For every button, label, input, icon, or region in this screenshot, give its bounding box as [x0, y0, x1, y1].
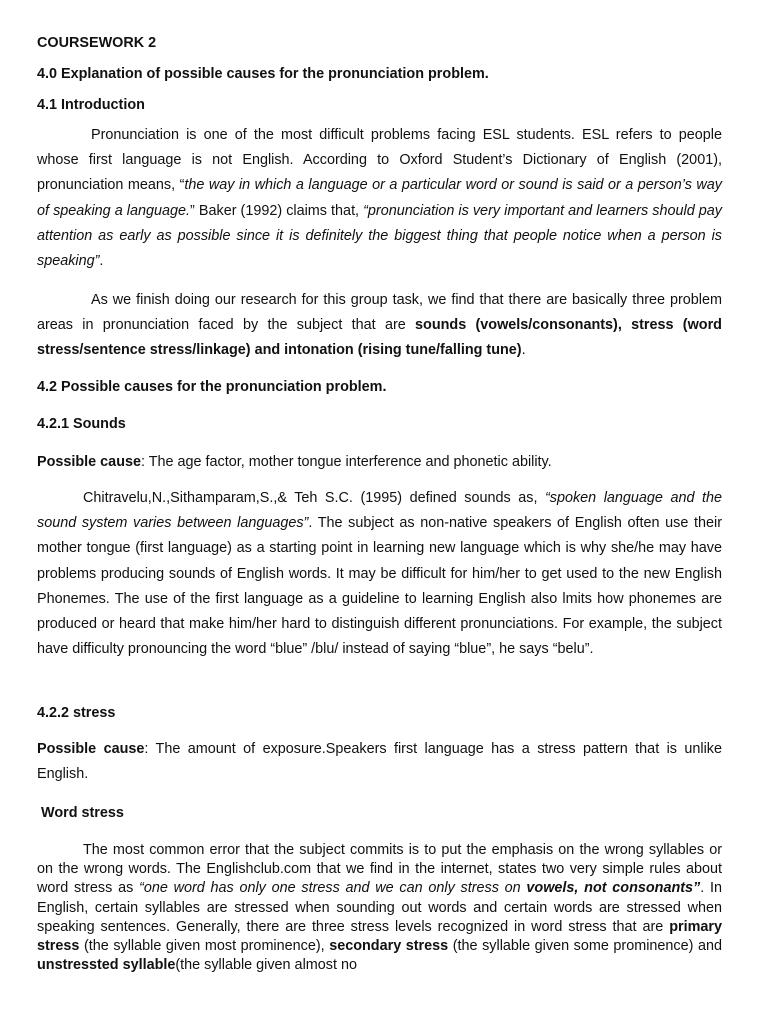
word-stress-p-segment: “one word has only one stress and we can only stress on — [139, 880, 527, 897]
intro-p1-segment: ” Baker (1992) claims that, — [190, 202, 364, 219]
sounds-paragraph — [37, 486, 722, 662]
intro-paragraph-1 — [37, 123, 722, 274]
sounds-p-segment: Chitravelu,N.,Sithamparam,S.,& Teh S.C. (1995) defined sounds as, — [83, 490, 545, 506]
word-stress-p-segment: secondary stress — [329, 938, 449, 955]
heading-word-stress: Word stress — [41, 805, 124, 821]
word-stress-p-segment: primary stress — [37, 918, 722, 955]
heading-4-1: 4.1 Introduction — [37, 97, 145, 113]
word-stress-p-segment: unstressted syllable — [37, 957, 176, 974]
intro-p2-segment: As we finish doing our research for this group task, we find that there are basically three problem areas in pronunciation faced by the subject that are — [37, 292, 722, 334]
intro-p2-segment: . — [521, 342, 526, 359]
sounds-possible-cause — [37, 452, 722, 472]
heading-4-0: 4.0 Explanation of possible causes for the pronunciation problem. — [37, 66, 489, 82]
word-stress-p-segment: (the syllable given some prominence) and — [448, 938, 722, 955]
word-stress-p-segment: vowels, not consonants” — [526, 880, 701, 897]
stress-cause-label: Possible cause — [37, 741, 145, 757]
intro-p1-segment: “pronunciation is very important and learners should pay attention as early as possible since it is definitely the biggest thing that people notice when a person is speaking” — [37, 202, 722, 270]
intro-p2-segment: sounds (vowels/consonants), stress (word stress/sentence stress/linkage) and intonation (rising tune/falling tune) — [37, 317, 722, 359]
sounds-cause-label: Possible cause — [37, 454, 141, 470]
word-stress-p-segment: The most common error that the subject commits is to put the emphasis on the wrong syllables or on the wrong words. The Englishclub.com that we find in the internet, states two very simple rules about word stress as — [37, 842, 722, 897]
stress-cause-text: : The amount of exposure.Speakers first language has a stress pattern that is unlike English. — [37, 741, 722, 783]
heading-4-2-1: 4.2.1 Sounds — [37, 416, 126, 432]
intro-paragraph-2 — [37, 288, 722, 364]
intro-p1-segment: the way in which a language or a particular word or sound is said or a person’s way of speaking a language. — [37, 177, 722, 219]
word-stress-p-segment: (the syllable given almost no — [175, 957, 357, 974]
word-stress-p-segment: (the syllable given most prominence), — [79, 938, 330, 955]
sounds-p-segment: “spoken language and the sound system varies between languages” — [37, 490, 722, 532]
heading-4-2-2: 4.2.2 stress — [37, 705, 116, 721]
sounds-cause-text: : The age factor, mother tongue interference and phonetic ability. — [141, 454, 552, 470]
intro-p1-segment: Pronunciation is one of the most difficult problems facing ESL students. ESL refers to people whose first language is not English. According to Oxford Student’s Dictionary of English (2001), pronunciation means, “ — [37, 127, 722, 194]
word-stress-paragraph — [37, 841, 722, 975]
heading-4-2: 4.2 Possible causes for the pronunciation problem. — [37, 379, 387, 395]
document-title: COURSEWORK 2 — [37, 35, 157, 51]
sounds-p-segment: . The subject as non-native speakers of English often use their mother tongue (first language) as a starting point in learning new language which is why she/he may have problems producing sounds of English words. It may be difficult for him/her to get used to the new English Phonemes. The use of the first language as a guideline to learning English also lmits how phonemes are produced or heard that make him/her hard to distinguish different pronunciations. For example, the subject have difficulty pronouncing the word “blue” /blu/ instead of saying “blue”, he says “belu”. — [37, 515, 722, 658]
stress-possible-cause — [37, 737, 722, 787]
word-stress-p-segment: . In English, certain syllables are stressed when sounding out words and certain words are stressed when speaking sentences. Generally, there are three stress levels recognized in word stress that are — [37, 880, 723, 935]
intro-p1-segment: . — [99, 253, 104, 270]
